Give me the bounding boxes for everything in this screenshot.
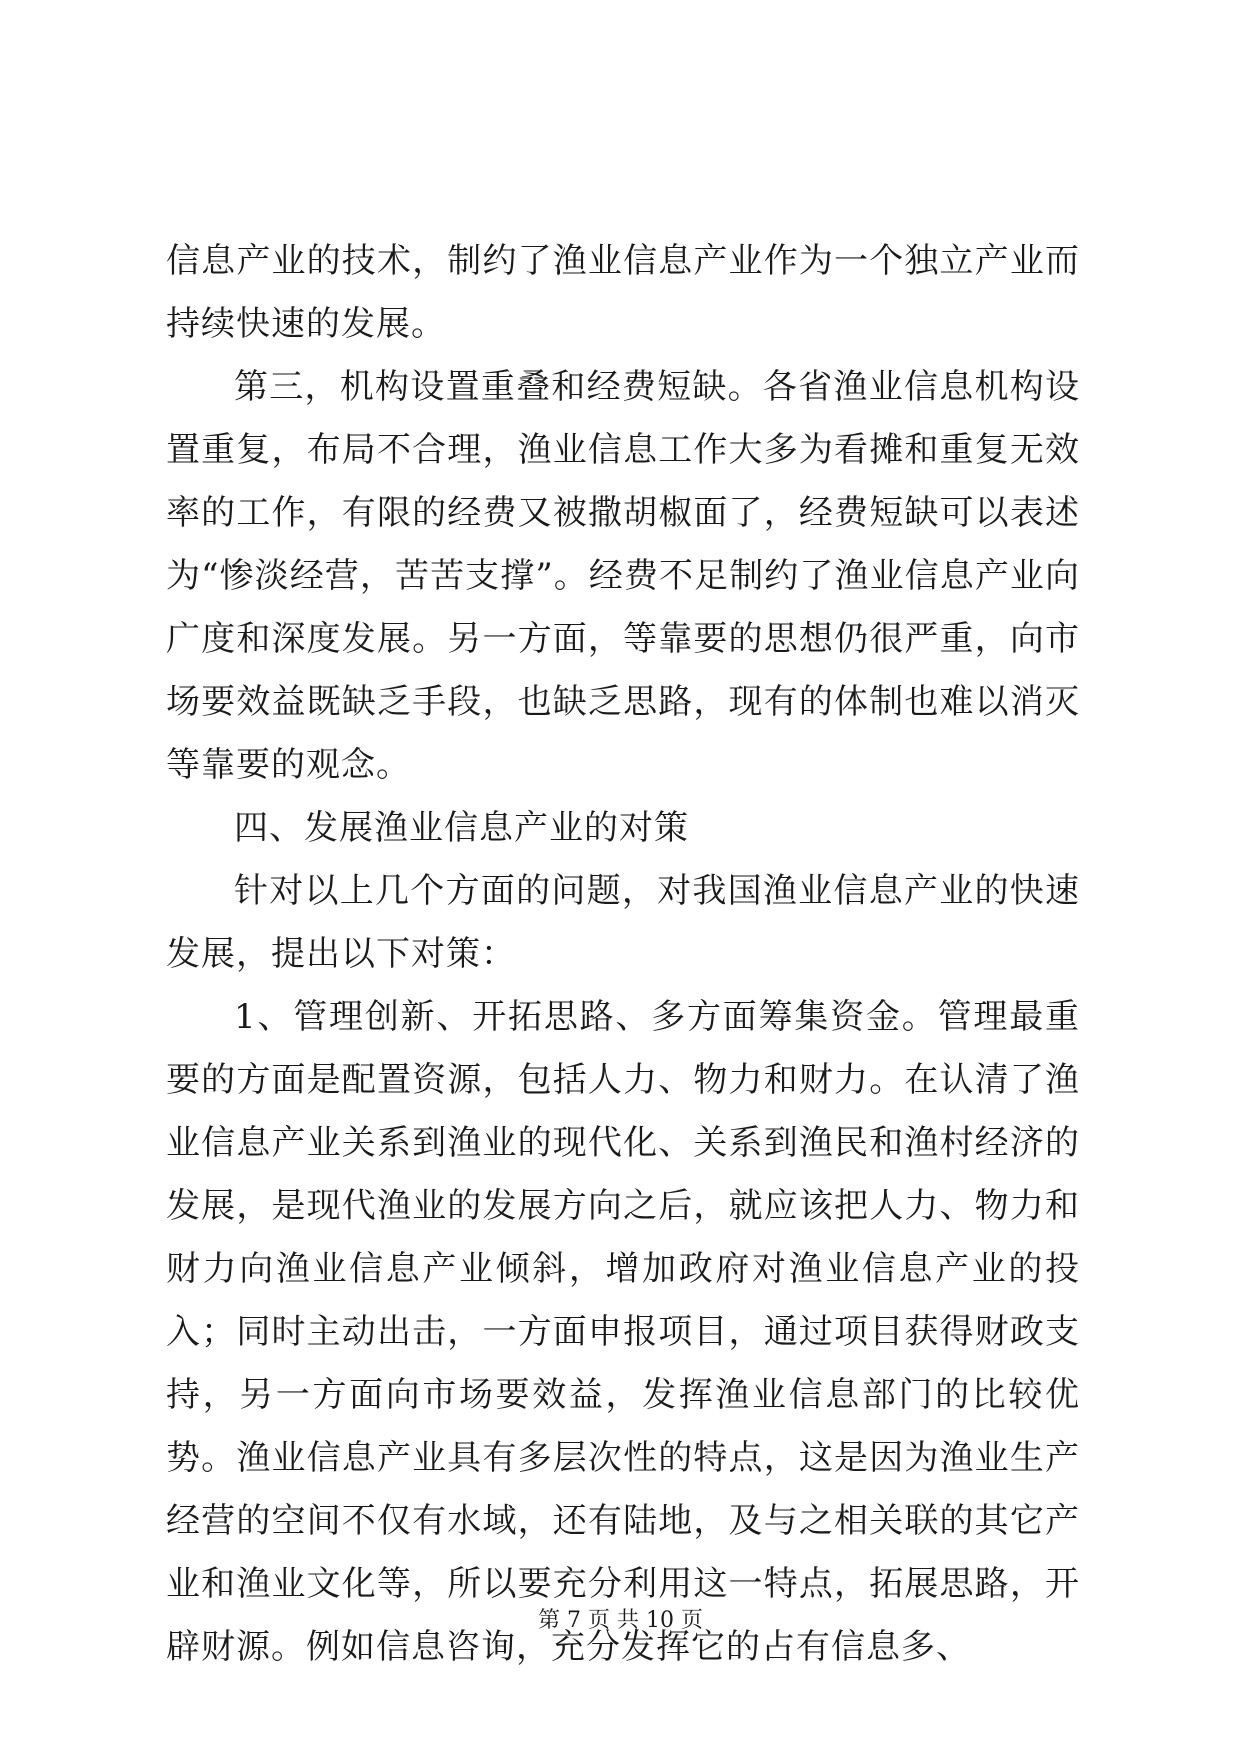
- page-footer: 第 7 页 共 10 页: [538, 1608, 703, 1633]
- document-body: [166, 230, 1080, 1679]
- paragraph-countermeasure-1: 1、管理创新、开拓思路、多方面筹集资金。管理最重要的方面是配置资源，包括人力、物力和财力。在认清了渔业信息产业关系到渔业的现代化、关系到渔民和渔村经济的发展，是现代渔业的发展方向之后，就应该把人力、物力和财力向渔业信息产业倾斜，增加政府对渔业信息产业的投入；同时主动出击，一方面申报项目，通过项目获得财政支持，另一方面向市场要效益，发挥渔业信息部门的比较优势。渔业信息产业具有多层次性的特点，这是因为渔业生产经营的空间不仅有水域，还有陆地，及与之相关联的其它产业和渔业文化等，所以要充分利用这一特点，拓展思路，开辟财源。例如信息咨询，充分发挥它的占有信息多、: [166, 997, 1080, 1667]
- paragraph-third-point: 第三，机构设置重叠和经费短缺。各省渔业信息机构设置重复，布局不合理，渔业信息工作大多为看摊和重复无效率的工作，有限的经费又被撒胡椒面了，经费短缺可以表述为“惨淡经营，苦苦支撑”。经费不足制约了渔业信息产业向广度和深度发展。另一方面，等靠要的思想仍很严重，向市场要效益既缺乏手段，也缺乏思路，现有的体制也难以消灭等靠要的观念。: [166, 367, 1080, 785]
- section-heading-countermeasures: 四、发展渔业信息产业的对策: [234, 808, 689, 848]
- paragraph-intro-countermeasures: 针对以上几个方面的问题，对我国渔业信息产业的快速发展，提出以下对策：: [166, 871, 1080, 974]
- paragraph-continuation: 信息产业的技术，制约了渔业信息产业作为一个独立产业而持续快速的发展。: [166, 241, 1080, 344]
